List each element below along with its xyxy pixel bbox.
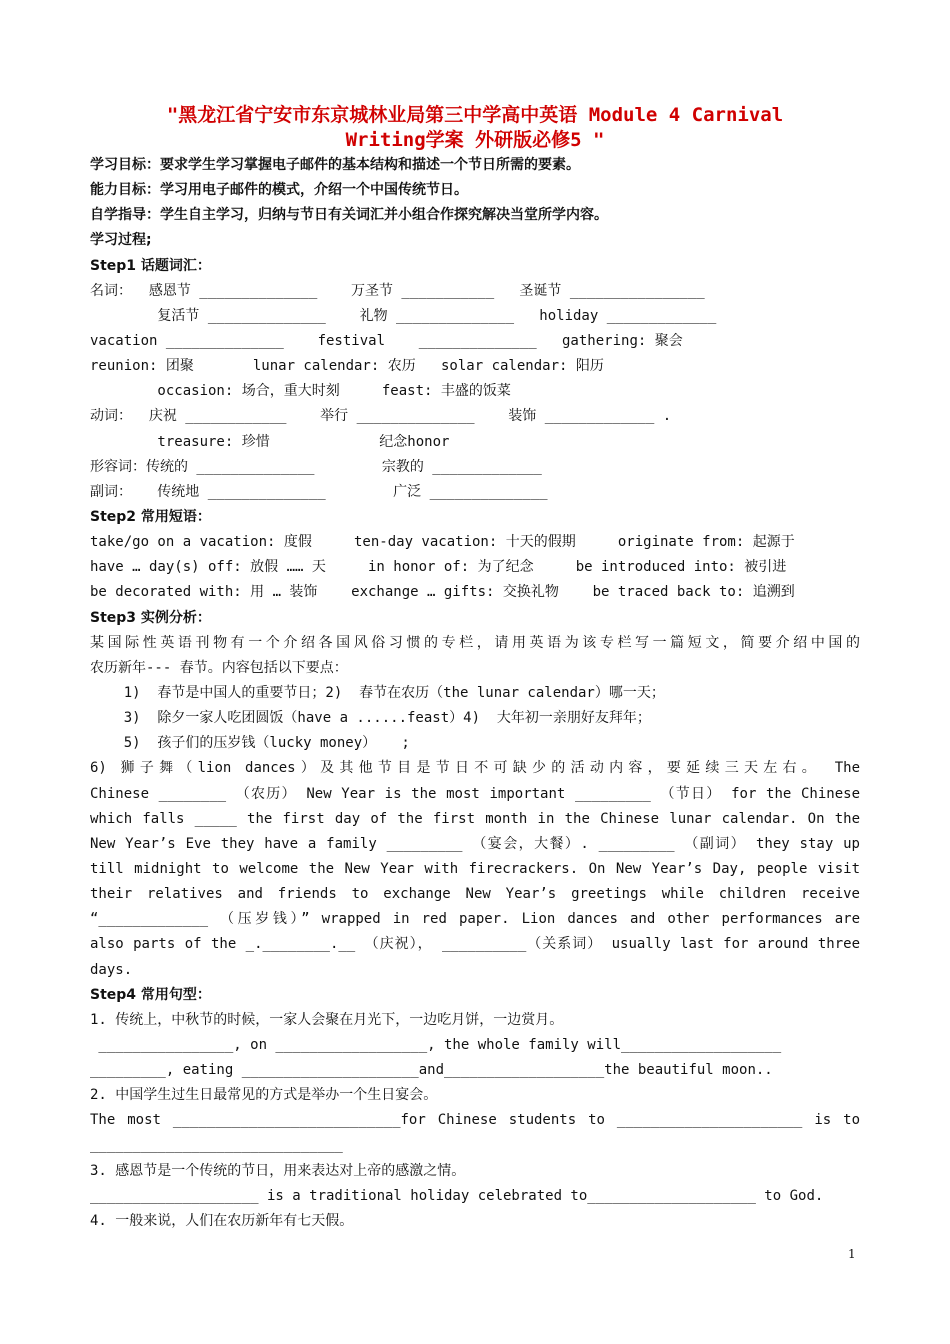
text-line: 某国际性英语刊物有一个介绍各国风俗习惯的专栏，请用英语为该专栏写一篇短文，简要介绍中国的	[90, 634, 860, 651]
text-line: 名词： 感恩节 ______________ 万圣节 ___________ 圣诞节 ________________	[90, 282, 705, 299]
document-body	[90, 153, 860, 1234]
text-line: which falls _____ the first day of the first month in the Chinese lunar calendar. On the	[90, 810, 860, 827]
title-line-2: Writing学案 外研版必修5 "	[345, 129, 605, 151]
text-line: be decorated with: 用 … 装饰 exchange … gifts: 交换礼物 be traced back to: 追溯到	[90, 584, 795, 601]
text-line: Step1 话题词汇：	[90, 257, 211, 274]
text-line: treasure: 珍惜 纪念honor	[90, 433, 450, 450]
text-line: have … day(s) off: 放假 …… 天 in honor of: 为了纪念 be introduced into: 被引进	[90, 559, 787, 576]
text-line: 4. 一般来说，人们在农历新年有七天假。	[90, 1212, 354, 1229]
text-line: Step2 常用短语：	[90, 508, 211, 525]
text-line: 5) 孩子们的压岁钱（lucky money） ;	[90, 735, 410, 752]
text-line: 2. 中国学生过生日最常见的方式是举办一个生日宴会。	[90, 1087, 438, 1104]
text-line: vacation ______________ festival ______________ gathering: 聚会	[90, 332, 683, 349]
text-line: reunion: 团聚 lunar calendar: 农历 solar calendar: 阳历	[90, 358, 604, 375]
text-line: occasion: 场合，重大时刻 feast: 丰盛的饭菜	[90, 383, 511, 400]
text-line: 1) 春节是中国人的重要节日；2) 春节在农历（the lunar calendar）哪一天；	[90, 684, 665, 701]
text-line: their relatives and friends to exchange New Year’s greetings while children receive	[90, 886, 860, 903]
text-line: Chinese ________ （农历） New Year is the most important _________ （节日） for the Chinese	[90, 785, 860, 802]
text-line: also parts of the _.________.__ （庆祝）， __________（关系词） usually last for around three	[90, 936, 860, 953]
text-line: 副词： 传统地 ______________ 广泛 ______________	[90, 483, 548, 500]
text-line: days.	[90, 961, 133, 978]
text-line: 1. 传统上，中秋节的时候，一家人会聚在月光下，一边吃月饼，一边赏月。	[90, 1011, 564, 1028]
text-line: till midnight to welcome the New Year with firecrackers. On New Year’s Day, people visit	[90, 860, 860, 877]
text-line: 3) 除夕一家人吃团圆饭（have a ......feast）4) 大年初一亲朋好友拜年；	[90, 710, 651, 727]
text-line: 学习过程;	[90, 232, 152, 249]
text-line: 3. 感恩节是一个传统的节日，用来表达对上帝的感激之情。	[90, 1162, 466, 1179]
page-number: 1	[848, 1247, 856, 1261]
title-line-1: "黑龙江省宁安市东京城林业局第三中学高中英语 Module 4 Carnival	[166, 104, 784, 126]
text-line: ________________, on __________________, the whole family will___________________	[90, 1036, 782, 1053]
text-line: 形容词：传统的 ______________ 宗教的 _____________	[90, 458, 542, 475]
text-line: The most ___________________________for Chinese students to ______________________ is to	[90, 1112, 860, 1129]
text-line: Step3 实例分析：	[90, 609, 211, 626]
text-line: 能力目标：学习用电子邮件的模式，介绍一个中国传统节日。	[90, 182, 468, 199]
text-line: ______________________________	[90, 1137, 343, 1154]
text-line: _________, eating _____________________and___________________the beautiful moon..	[90, 1062, 773, 1079]
text-line: 农历新年--- 春节。内容包括以下要点：	[90, 659, 348, 676]
text-line: 6) 狮子舞（lion dances）及其他节目是节日不可缺少的活动内容，要延续三天左右。 The	[90, 760, 860, 777]
text-line: 自学指导：学生自主学习，归纳与节日有关词汇并小组合作探究解决当堂所学内容。	[90, 207, 608, 224]
text-line: “_____________ （压岁钱）” wrapped in red paper. Lion dances and other performances are	[90, 911, 860, 928]
text-line: 学习目标：要求学生学习掌握电子邮件的基本结构和描述一个节日所需的要素。	[90, 157, 580, 173]
document-title	[90, 103, 860, 153]
text-line: 复活节 ______________ 礼物 ______________ holiday _____________	[90, 307, 717, 324]
text-line: New Year’s Eve they have a family _________ （宴会，大餐）. _________ （副词） they stay up	[90, 835, 860, 852]
text-line: take/go on a vacation: 度假 ten-day vacation: 十天的假期 originate from: 起源于	[90, 534, 795, 551]
text-line: ____________________ is a traditional holiday celebrated to____________________ to God.	[90, 1187, 824, 1204]
text-line: 动词： 庆祝 ____________ 举行 ______________ 装饰 _____________ .	[90, 408, 672, 425]
text-line: Step4 常用句型：	[90, 986, 211, 1003]
